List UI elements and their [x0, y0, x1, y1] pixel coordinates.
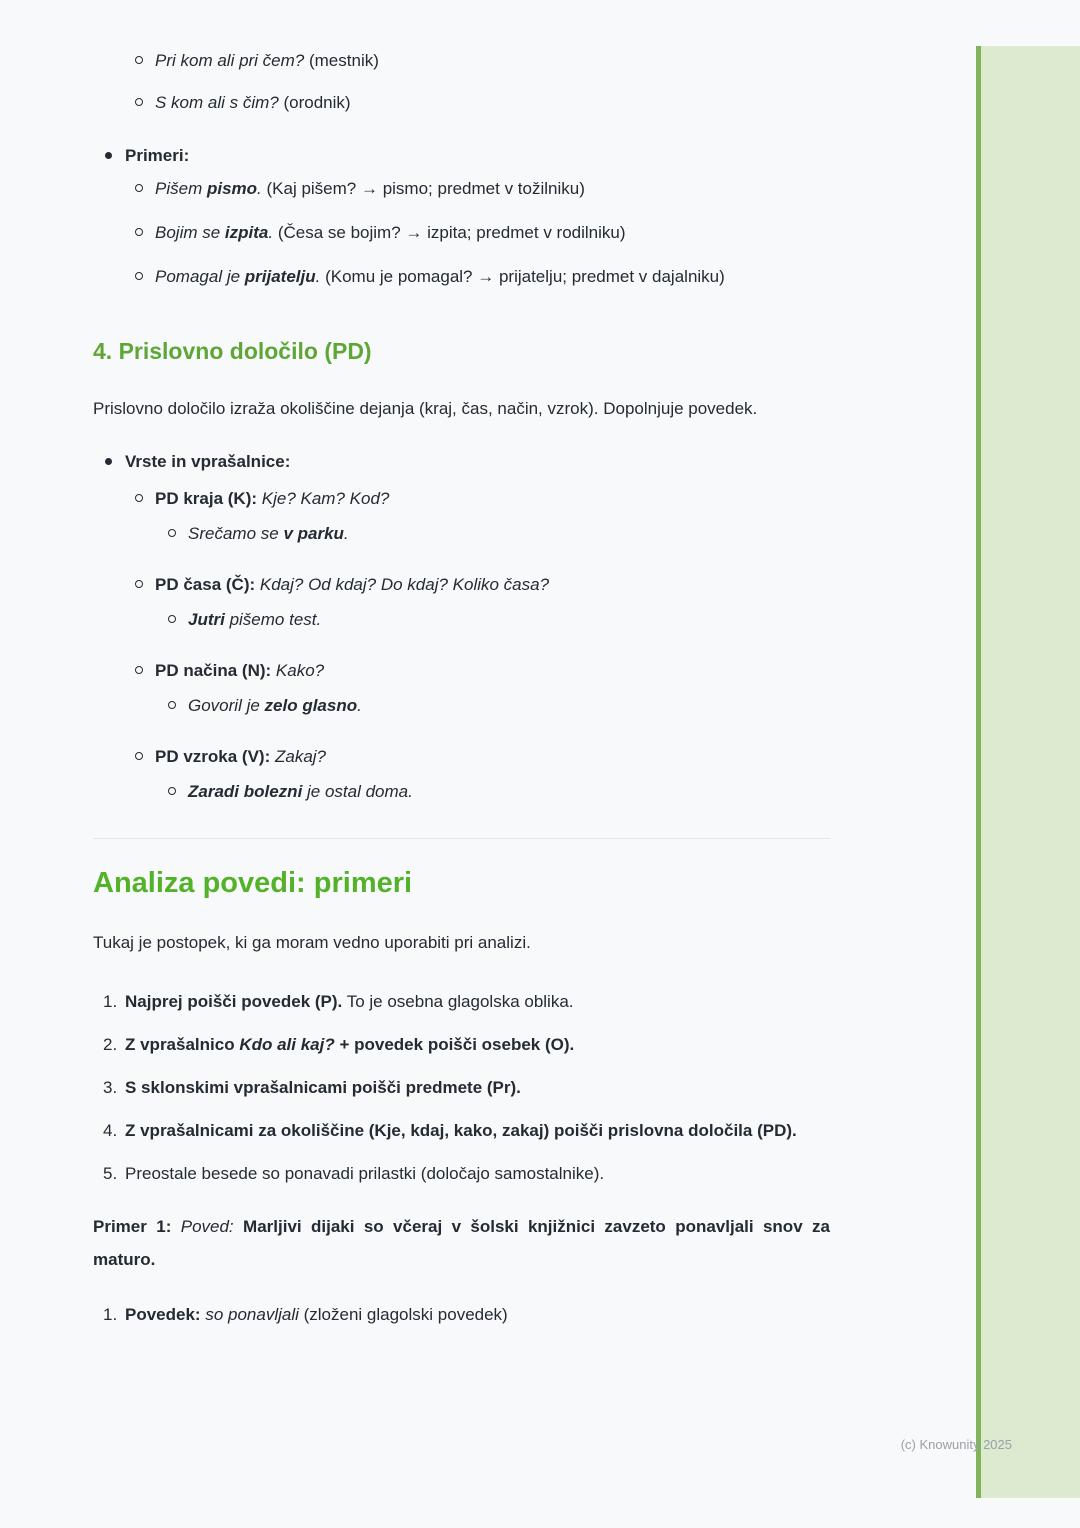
pd-type-block [93, 482, 830, 550]
analysis-intro: Tukaj je postopek, ki ga moram vedno uporabiti pri analizi. [93, 933, 531, 952]
list-item-text: Bojim se izpita. (Česa se bojim? → izpita; predmet v rodilniku) [155, 223, 626, 242]
list-item [168, 689, 830, 722]
hollow-bullet-icon [135, 580, 143, 588]
pd-type-head: PD kraja (K): Kje? Kam? Kod? [155, 489, 390, 508]
list-item-text: Pišem pismo. (Kaj pišem? → pismo; predmet v tožilniku) [155, 179, 585, 198]
hollow-bullet-icon [135, 272, 143, 280]
hollow-bullet-icon [168, 529, 176, 537]
hollow-bullet-icon [135, 56, 143, 64]
primeri-list [93, 172, 830, 293]
pd-type-example: Zaradi bolezni je ostal doma. [188, 782, 413, 801]
pd-type-head: PD načina (N): Kako? [155, 661, 325, 680]
list-item [135, 482, 830, 515]
numbered-item [103, 1298, 830, 1331]
list-item [105, 139, 830, 172]
pd-type-example: Govoril je zelo glasno. [188, 696, 362, 715]
list-item [135, 44, 830, 77]
primeri-group [93, 139, 830, 293]
list-item [105, 445, 830, 478]
list-item [168, 517, 830, 550]
list-item [135, 172, 830, 205]
item-number: 1. [103, 992, 118, 1011]
list-item [135, 86, 830, 119]
pd-type-block [93, 654, 830, 722]
hollow-bullet-icon [135, 98, 143, 106]
numbered-item [103, 1114, 830, 1147]
item-number: 4. [103, 1121, 118, 1140]
numbered-item [103, 1028, 830, 1061]
item-number: 5. [103, 1164, 118, 1183]
hollow-bullet-icon [135, 228, 143, 236]
list-item-text: Pri kom ali pri čem? (mestnik) [155, 51, 379, 70]
watermark: (c) Knowunity 2025 [900, 1437, 1012, 1452]
numbered-item [103, 1071, 830, 1104]
pd-type-example: Jutri pišemo test. [188, 610, 322, 629]
analysis-heading: Analiza povedi: primeri [93, 867, 413, 899]
primer1-result-list [93, 1298, 830, 1331]
section-divider [93, 838, 830, 839]
numbered-item-text: Povedek: so ponavljali (zloženi glagolski povedek) [125, 1305, 508, 1324]
item-number: 2. [103, 1035, 118, 1054]
analysis-steps-list [93, 985, 830, 1190]
primeri-label: Primeri: [125, 146, 190, 165]
list-item [135, 568, 830, 601]
list-item [135, 740, 830, 773]
numbered-item-text: S sklonskimi vprašalnicami poišči predmete (Pr). [125, 1078, 521, 1097]
numbered-item-text: Preostale besede so ponavadi prilastki (določajo samostalnike). [125, 1164, 605, 1183]
primer1-paragraph: Primer 1: Poved: Marljivi dijaki so včeraj v šolski knjižnici zavzeto ponavljali snov za maturo. [93, 1217, 830, 1269]
section-heading: 4. Prislovno določilo (PD) [93, 338, 372, 364]
pd-type-block [93, 740, 830, 808]
hollow-bullet-icon [168, 615, 176, 623]
list-item [168, 603, 830, 636]
pd-type-block [93, 568, 830, 636]
bullet-icon [105, 458, 112, 465]
vrste-label-text: Vrste in vprašalnice: [125, 452, 291, 471]
page-edge-stripe [976, 46, 1080, 1498]
numbered-item [103, 985, 830, 1018]
numbered-item-text: Z vprašalnicami za okoliščine (Kje, kdaj, kako, zakaj) poišči prislovna določila (PD). [125, 1121, 797, 1140]
list-item-text: S kom ali s čim? (orodnik) [155, 93, 351, 112]
numbered-item [103, 1157, 830, 1190]
hollow-bullet-icon [168, 787, 176, 795]
hollow-bullet-icon [135, 184, 143, 192]
page-content [93, 44, 830, 1341]
case-questions-list [93, 44, 830, 119]
pd-type-head: PD časa (Č): Kdaj? Od kdaj? Do kdaj? Koliko časa? [155, 575, 550, 594]
pd-type-example: Srečamo se v parku. [188, 524, 349, 543]
hollow-bullet-icon [135, 494, 143, 502]
hollow-bullet-icon [135, 752, 143, 760]
item-number: 1. [103, 1305, 118, 1324]
list-item [168, 775, 830, 808]
list-item [135, 654, 830, 687]
numbered-item-text: Najprej poišči povedek (P). To je osebna glagolska oblika. [125, 992, 574, 1011]
section-intro: Prislovno določilo izraža okoliščine dejanja (kraj, čas, način, vzrok). Dopolnjuje povedek. [93, 399, 758, 418]
numbered-item-text: Z vprašalnico Kdo ali kaj? + povedek poišči osebek (O). [125, 1035, 575, 1054]
hollow-bullet-icon [168, 701, 176, 709]
bullet-icon [105, 152, 112, 159]
hollow-bullet-icon [135, 666, 143, 674]
item-number: 3. [103, 1078, 118, 1097]
vrste-group [93, 445, 830, 808]
list-item [135, 216, 830, 249]
list-item [135, 260, 830, 293]
list-item-text: Pomagal je prijatelju. (Komu je pomagal? → prijatelju; predmet v dajalniku) [155, 267, 725, 286]
pd-type-head: PD vzroka (V): Zakaj? [155, 747, 327, 766]
